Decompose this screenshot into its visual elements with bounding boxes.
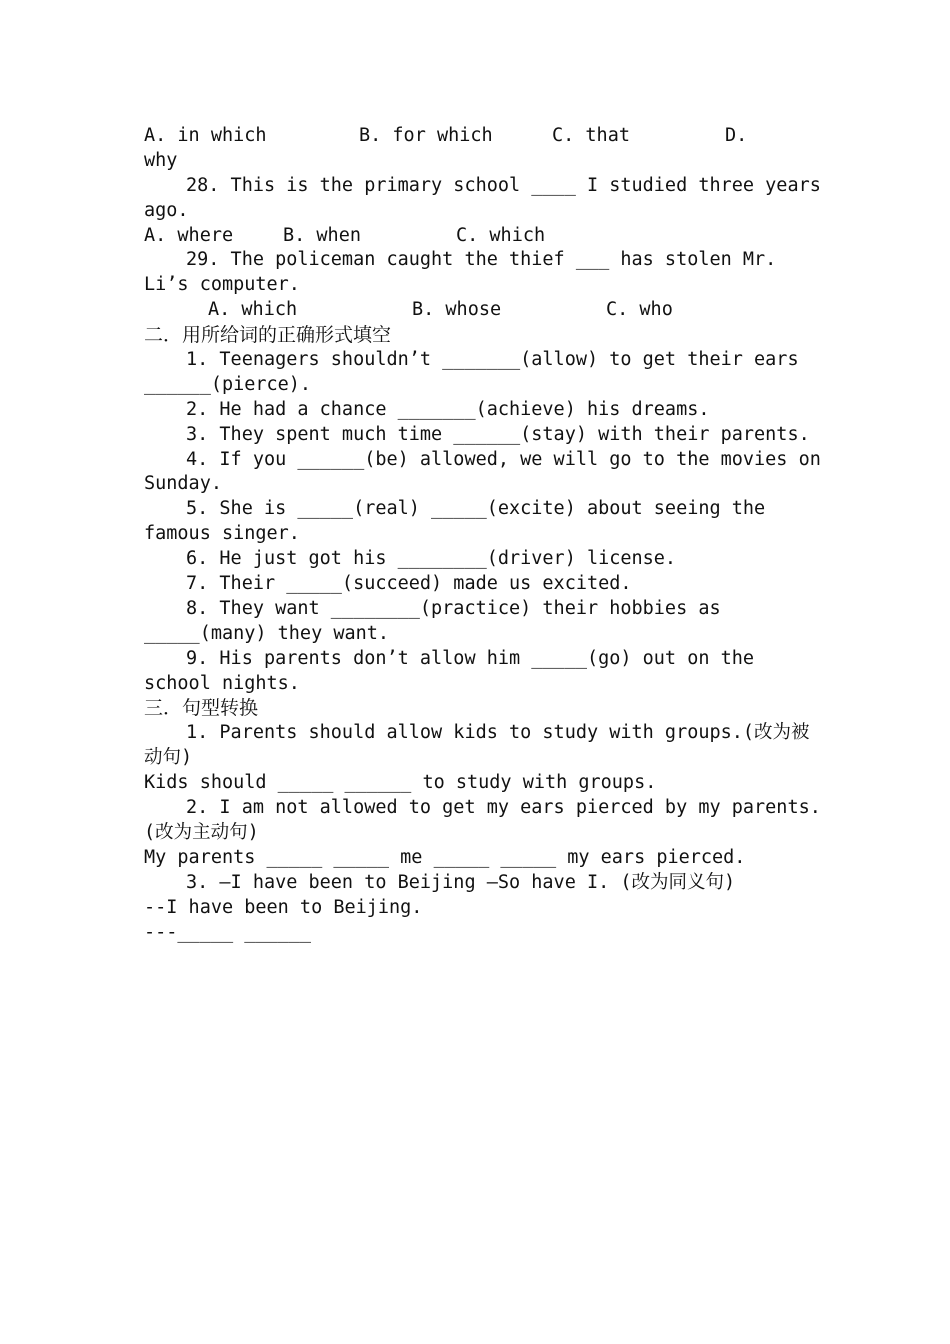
section3-line: ---_____ ______	[144, 921, 312, 943]
q27-option-a: A. in which	[144, 125, 267, 146]
q28-stem: 28. This is the primary school ____ I studied three years	[186, 174, 821, 196]
q27-option-d: D.	[725, 125, 748, 146]
section2-line: school nights.	[144, 672, 300, 694]
section3-list	[144, 721, 824, 945]
section3-line: My parents _____ _____ me _____ _____ my ears pierced.	[144, 846, 746, 868]
q27-option-b: B. for which	[359, 125, 493, 146]
section2-list	[144, 348, 824, 696]
section3-line: Kids should _____ ______ to study with groups.	[144, 772, 657, 794]
section2-line: 8. They want ________(practice) their hobbies as	[186, 597, 721, 619]
section3-line: 2. I am not allowed to get my ears pierced by my parents.	[186, 797, 821, 819]
section3-line: --I have been to Beijing.	[144, 896, 423, 918]
q28-options	[144, 224, 824, 249]
q28-stem-cont: ago.	[144, 199, 189, 221]
section2-line: famous singer.	[144, 523, 300, 545]
worksheet-page	[144, 124, 824, 945]
section3-line: 1. Parents should allow kids to study with groups.(改为被	[186, 722, 810, 744]
section2-line: 1. Teenagers shouldn’t _______(allow) to get their ears	[186, 349, 799, 371]
section2-line: 6. He just got his ________(driver) license.	[186, 548, 677, 570]
q28-option-b: B. when	[283, 224, 361, 246]
q29-options	[144, 298, 824, 323]
q28-option-a: A. where	[144, 224, 234, 246]
q27-option-d-text: why	[144, 149, 178, 171]
q27-options	[144, 124, 824, 149]
section2-line: ______(pierce).	[144, 373, 312, 395]
q27-option-c: C. that	[552, 125, 630, 146]
section2-line: 5. She is _____(real) _____(excite) about seeing the	[186, 498, 766, 520]
q28-option-c: C. which	[456, 224, 546, 246]
q29-option-a: A. which	[208, 299, 298, 321]
section2-line: 4. If you ______(be) allowed, we will go to the movies on	[186, 448, 821, 470]
section2-line: _____(many) they want.	[144, 622, 390, 644]
q29-stem: 29. The policeman caught the thief ___ has stolen Mr.	[186, 249, 777, 271]
section3-heading: 三．句型转换	[144, 697, 259, 720]
q29-option-c: C. who	[606, 299, 673, 321]
section2-heading: 二．用所给词的正确形式填空	[144, 324, 392, 347]
section2-line: 2. He had a chance _______(achieve) his dreams.	[186, 398, 710, 420]
q29-stem-cont: Li’s computer.	[144, 274, 300, 296]
section3-line: 动句)	[144, 747, 193, 769]
section2-line: Sunday.	[144, 473, 222, 495]
section2-line: 7. Their _____(succeed) made us excited.	[186, 573, 632, 595]
section2-line: 9. His parents don’t allow him _____(go) out on the	[186, 647, 755, 669]
section3-line: (改为主动句)	[144, 821, 259, 843]
q29-option-b: B. whose	[412, 299, 502, 321]
section3-line: 3. –I have been to Beijing –So have I. (改为同义句)	[186, 871, 736, 893]
section2-line: 3. They spent much time ______(stay) with their parents.	[186, 423, 810, 445]
